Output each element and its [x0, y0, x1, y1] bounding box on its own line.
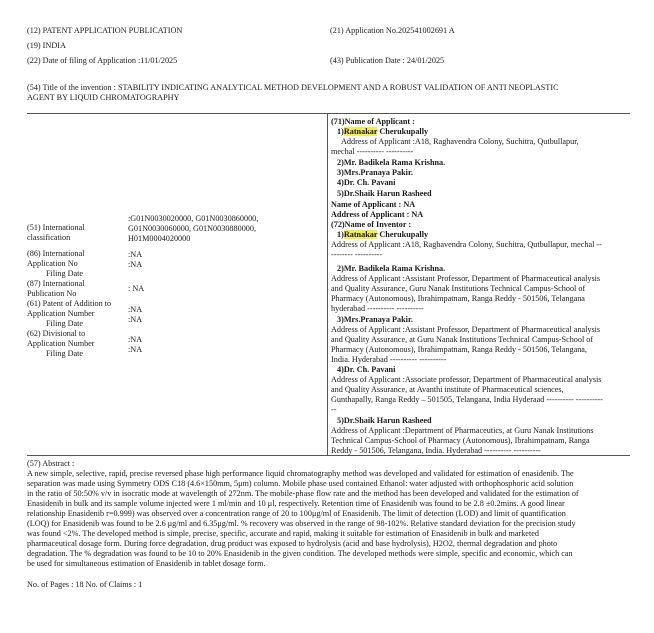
- abstract-line: pharmaceutical dosage form. During force degradation, drug product was exposed to hydrolysis (acid and base hydrolysis), H2O2, thermal degradation and photo: [27, 539, 558, 548]
- inventor-3-name: 3)Mrs.Pranaya Pakir.: [337, 315, 413, 324]
- pages-and-claims: No. of Pages : 18 No. of Claims : 1: [27, 580, 143, 589]
- abstract-line: in the ratio of 50:50% v/v in isocratic mode at wavelength of 272nm. The mobile-phase flow rate and the method has been developed and validated for the estimation of: [27, 489, 579, 498]
- publication-type: (12) PATENT APPLICATION PUBLICATION: [27, 26, 183, 35]
- intl-app-label-3: Filing Date: [46, 269, 84, 278]
- inventor-4-address-2: and Quality Assurance, at Avanthi institute of Pharmaceutical sciences,: [331, 385, 564, 394]
- name-of-applicant-na: Name of Applicant : NA: [331, 200, 416, 209]
- inventor-2-address-2: and Quality Assurance, Guru Nanak Institutions Technical Campus-School of: [331, 284, 586, 293]
- divisional-value-2: :NA: [128, 345, 143, 354]
- inventor-1-last-name: Cherukupally: [377, 230, 429, 239]
- intl-class-value-3: H01M0004020000: [128, 234, 191, 243]
- publication-date: (43) Publication Date : 24/01/2025: [330, 56, 445, 65]
- inventor-1-address-2: -------- ----------: [331, 250, 383, 259]
- inventor-1-number: 1): [337, 230, 344, 239]
- inventor-2-name: 2)Mr. Badikela Rama Krishna.: [337, 264, 446, 273]
- intl-app-label-2: Application No: [27, 259, 78, 268]
- filing-date: (22) Date of filing of Application :11/01/2025: [27, 56, 178, 65]
- title-line-1: (54) Title of the invention : STABILITY INDICATING ANALYTICAL METHOD DEVELOPMENT AND A ROBUST VALIDATION OF ANTI NEOPLASTIC: [27, 83, 559, 92]
- abstract-line: A new simple, selective, rapid, precise reversed phase high performance liquid chromatography method was developed and validated for estimation of enasidenib. The: [27, 469, 574, 478]
- intl-app-label-1: (86) International: [27, 249, 85, 258]
- inventor-5-name: 5)Dr.Shaik Harun Rasheed: [337, 416, 432, 425]
- intl-pub-label-1: (87) International: [27, 279, 85, 288]
- inventor-5-address-3: Reddy - 501506, Telangana, India. Hyderabad ---------- ----------: [331, 446, 541, 455]
- inventor-2-address-4: hyderabad ---------- ----------: [331, 304, 424, 313]
- applicant-1-name: [331, 127, 428, 137]
- intl-app-value-1: :NA: [128, 250, 143, 259]
- intl-class-label-2: classification: [27, 233, 71, 242]
- divisional-label-1: (62) Divisional to: [27, 329, 86, 338]
- country: (19) INDIA: [27, 41, 66, 50]
- inventor-3-address-1: Address of Applicant :Assistant Professor, Department of Pharmaceutical analysis: [331, 325, 601, 334]
- inventor-5-address-2: Technical Campus-School of Pharmacy (Autonomous), Ibrahimpatnam, Ranga: [331, 436, 590, 445]
- applicant-1-address-1: Address of Applicant :A18, Raghavendra Colony, Suchitra, Qutbullapur,: [341, 137, 579, 146]
- table-top-border: [27, 113, 630, 114]
- application-number: (21) Application No.202541002691 A: [330, 26, 455, 35]
- intl-pub-label-2: Publication No: [27, 289, 77, 298]
- addition-label-2: Application Number: [27, 309, 95, 318]
- inventor-2-address-1: Address of Applicant :Assistant Professor, Department of Pharmaceutical analysis: [331, 274, 601, 283]
- inventor-4-address-1: Address of Applicant :Associate professor, Department of Pharmaceutical analysis: [331, 375, 602, 384]
- applicant-2-name: 2)Mr. Badikela Rama Krishna.: [337, 158, 446, 167]
- addition-value-2: :NA: [128, 315, 143, 324]
- table-column-divider: [327, 113, 328, 455]
- inventor-3-address-2: and Quality Assurance, at Guru Nanak Institutions Technical Campus-School of: [331, 335, 594, 344]
- inventor-3-address-3: Pharmacy (Autonomous), Ibrahimpatnam, Ranga Reddy - 501506, Telangana,: [331, 345, 587, 354]
- applicant-1-address-2: mechal ---------- ----------: [331, 147, 414, 156]
- abstract-line: be used for simultaneous estimation of Enasidenib in tablet dosage form.: [27, 559, 266, 568]
- inventor-2-address-3: Pharmacy (Autonomous), Ibrahimpatnam, Ranga Reddy - 501506, Telangana: [331, 294, 585, 303]
- inventor-3-address-4: India. Hyderabad ---------- ----------: [331, 355, 447, 364]
- inventor-4-address-4: --: [331, 405, 337, 414]
- abstract-line: relationship Enasidenib r=0.999) was observed over a concentration range of 20 to 100μg/ml of Enasidenib. The limit of detection (LOD) and limit of quantification: [27, 509, 566, 518]
- intl-class-label-1: (51) International: [27, 223, 85, 232]
- addition-label-1: (61) Patent of Addition to: [27, 299, 112, 308]
- address-of-applicant-na: Address of Applicant : NA: [331, 210, 424, 219]
- title-line-2: AGENT BY LIQUID CHROMATOGRAPHY: [27, 93, 180, 102]
- inventor-5-address-1: Address of Applicant :Department of Pharmaceutics, at Guru Nanak Institutions: [331, 426, 594, 435]
- inventor-1-first-name: Ratnakar: [343, 230, 378, 239]
- abstract-line: separation was made using Symmetry ODS C18 (4.6×150mm, 5μm) column. Mobile phase used contained Ethanol: water adjusted with orthophosphoric acid solution: [27, 479, 574, 488]
- applicant-1-last-name: Cherukupally: [377, 127, 429, 136]
- applicant-heading: (71)Name of Applicant :: [331, 117, 415, 126]
- divisional-label-2: Application Number: [27, 339, 95, 348]
- abstract-heading: (57) Abstract :: [27, 459, 75, 468]
- divisional-label-3: Filing Date: [46, 349, 84, 358]
- abstract-line: Enasidenib in bulk and its sample volume injected were 1 ml/min and 10 μl, respectively. Retention time of Enasidenib was found to be 2.8 ±0.2mins. A good linear: [27, 499, 565, 508]
- inventor-4-address-3: Gunthapally, Ranga Reddy – 501505, Telangana, India Hyderaad ---------- ----------: [331, 395, 604, 404]
- inventor-1-name: [331, 230, 428, 240]
- applicant-1-number: 1): [337, 127, 344, 136]
- intl-class-value-1: :G01N0030020000, G01N0030860000,: [128, 214, 259, 223]
- inventor-heading: (72)Name of Inventor :: [331, 220, 412, 229]
- divisional-value-1: :NA: [128, 335, 143, 344]
- applicant-3-name: 3)Mrs.Pranaya Pakir.: [337, 168, 413, 177]
- intl-pub-value: : NA: [128, 284, 145, 293]
- intl-class-value-2: G01N0030060000, G01N0030880000,: [128, 224, 257, 233]
- addition-value-1: :NA: [128, 305, 143, 314]
- abstract-line: was found <2%. The developed method is simple, precise, specific, accurate and rapid, making it suitable for estimation of Enasidenib in bulk and marketed: [27, 529, 539, 538]
- abstract-line: degradation. The % degradation was found to be 10 to 20% Enasidenib in the given condition. The developed methods were simple, specific and economic, which can: [27, 549, 573, 558]
- applicant-1-first-name: Ratnakar: [343, 127, 378, 136]
- inventor-4-name: 4)Dr. Ch. Pavani: [337, 365, 396, 374]
- addition-label-3: Filing Date: [46, 319, 84, 328]
- applicant-5-name: 5)Dr.Shaik Harun Rasheed: [337, 189, 432, 198]
- intl-app-value-2: :NA: [128, 260, 143, 269]
- inventor-1-address-1: Address of Applicant :A18, Raghavendra Colony, Suchitra, Qutbullapur, mechal --: [331, 240, 602, 249]
- applicant-4-name: 4)Dr. Ch. Pavani: [337, 178, 396, 187]
- abstract-line: (LOQ) for Enasidenib was found to be 2.6 μg/ml and 6.35μg/ml. % recovery was observed in the range of 98-102%. Relative standard deviation for the precision study: [27, 519, 576, 528]
